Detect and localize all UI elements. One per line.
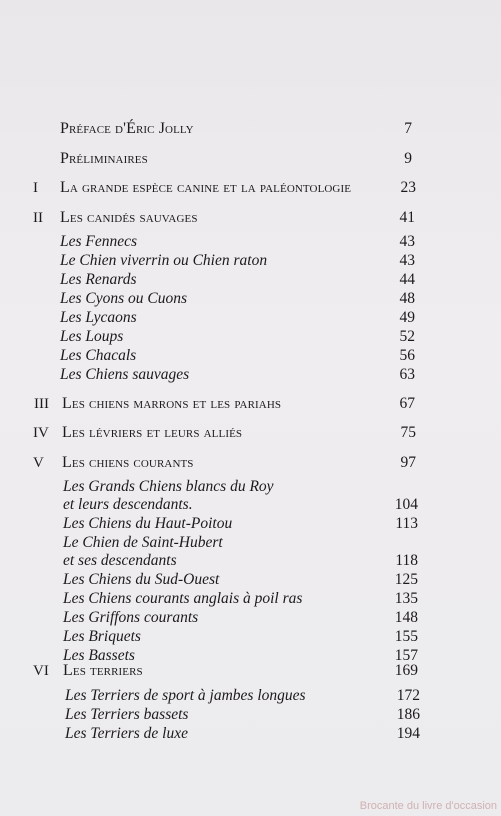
chapter-title: Les canidés sauvages (60, 209, 198, 226)
toc-entry (0, 208, 501, 228)
page-number: 43 (399, 252, 415, 269)
toc-subentry (0, 251, 501, 271)
toc-subentry (0, 495, 501, 515)
toc-subentry (0, 327, 501, 347)
chapter-title: Les chiens courants (62, 454, 194, 471)
page-number: 172 (396, 687, 420, 704)
subentry-title: Les Chiens du Sud-Ouest (63, 571, 220, 588)
chapter-number: III (34, 396, 49, 412)
toc-entry (0, 453, 501, 473)
toc-subentry (0, 551, 501, 571)
page-number: 135 (394, 590, 418, 607)
toc-entry (0, 119, 501, 139)
page-number: 41 (399, 209, 415, 226)
page-number: 23 (400, 179, 416, 196)
page-number: 67 (399, 395, 415, 412)
toc-subentry (0, 589, 501, 609)
subentry-title: Les Lycaons (60, 309, 137, 326)
toc-entry (0, 423, 501, 443)
subentry-title: Les Terriers de luxe (65, 725, 188, 742)
toc-entry (0, 149, 501, 169)
toc-subentry (0, 365, 501, 385)
page-number: 104 (394, 496, 418, 513)
toc-subentry (0, 270, 501, 290)
subentry-title: Les Cyons ou Cuons (60, 290, 188, 307)
subentry-title: Les Renards (60, 271, 137, 288)
toc-subentry (0, 705, 501, 725)
subentry-title: Les Loups (60, 328, 124, 345)
page-number: 155 (394, 628, 418, 645)
page-number: 118 (395, 552, 418, 569)
page-number: 43 (399, 233, 415, 250)
chapter-number: II (33, 210, 43, 226)
page-number: 97 (400, 454, 416, 471)
chapter-number: VI (33, 663, 49, 679)
subentry-title: Les Chacals (60, 347, 137, 364)
page-number: 169 (394, 662, 418, 679)
chapter-title: Préliminaires (60, 150, 148, 167)
toc-entry (0, 661, 501, 681)
subentry-title: Les Terriers de sport à jambes longues (65, 687, 306, 704)
chapter-number: I (33, 180, 38, 196)
toc-entry (0, 178, 501, 198)
watermark: Brocante du livre d'occasion (359, 800, 497, 812)
page-number: 7 (404, 120, 412, 137)
page-number: 186 (396, 706, 420, 723)
chapter-number: V (33, 455, 44, 471)
page-number: 48 (399, 290, 415, 307)
subentry-title: et leurs descendants. (63, 496, 193, 513)
chapter-title: Les terriers (63, 662, 143, 679)
page-number: 125 (394, 571, 418, 588)
toc-subentry (0, 477, 501, 497)
subentry-title: Les Terriers bassets (65, 706, 189, 723)
page-number: 44 (399, 271, 415, 288)
subentry-title: et ses descendants (63, 552, 177, 569)
chapter-title: Les chiens marrons et les pariahs (62, 395, 282, 412)
page-number: 52 (399, 328, 415, 345)
chapter-title: Préface d'Éric Jolly (60, 120, 194, 137)
subentry-title: Les Briquets (63, 628, 141, 645)
page-number: 56 (399, 347, 415, 364)
subentry-title: Les Chiens sauvages (60, 366, 190, 383)
toc-subentry (0, 570, 501, 590)
chapter-number: IV (33, 425, 49, 441)
page-number: 63 (399, 366, 415, 383)
page-number: 194 (396, 725, 420, 742)
chapter-title: Les lévriers et leurs alliés (62, 424, 243, 441)
subentry-title: Les Griffons courants (63, 609, 199, 626)
subentry-title: Les Fennecs (60, 233, 138, 250)
toc-subentry (0, 686, 501, 706)
toc-subentry (0, 232, 501, 252)
page-number: 49 (399, 309, 415, 326)
toc-subentry (0, 289, 501, 309)
page-number: 157 (394, 647, 418, 664)
toc-subentry (0, 514, 501, 534)
subentry-title: Les Bassets (63, 647, 135, 664)
subentry-title: Le Chien de Saint-Hubert (63, 534, 223, 551)
subentry-title: Le Chien viverrin ou Chien raton (60, 252, 268, 269)
chapter-title: La grande espèce canine et la paléontologie (60, 179, 352, 196)
toc-subentry (0, 608, 501, 628)
page-number: 113 (395, 515, 418, 532)
subentry-title: Les Chiens courants anglais à poil ras (63, 590, 303, 607)
subentry-title: Les Chiens du Haut-Poitou (63, 515, 233, 532)
toc-subentry (0, 346, 501, 366)
toc-subentry (0, 533, 501, 553)
subentry-title: Les Grands Chiens blancs du Roy (63, 478, 274, 495)
page-number: 9 (404, 150, 412, 167)
toc-entry (0, 394, 501, 414)
page-number: 75 (400, 424, 416, 441)
toc-subentry (0, 627, 501, 647)
page-number: 148 (394, 609, 418, 626)
toc-subentry (0, 724, 501, 744)
toc-subentry (0, 308, 501, 328)
